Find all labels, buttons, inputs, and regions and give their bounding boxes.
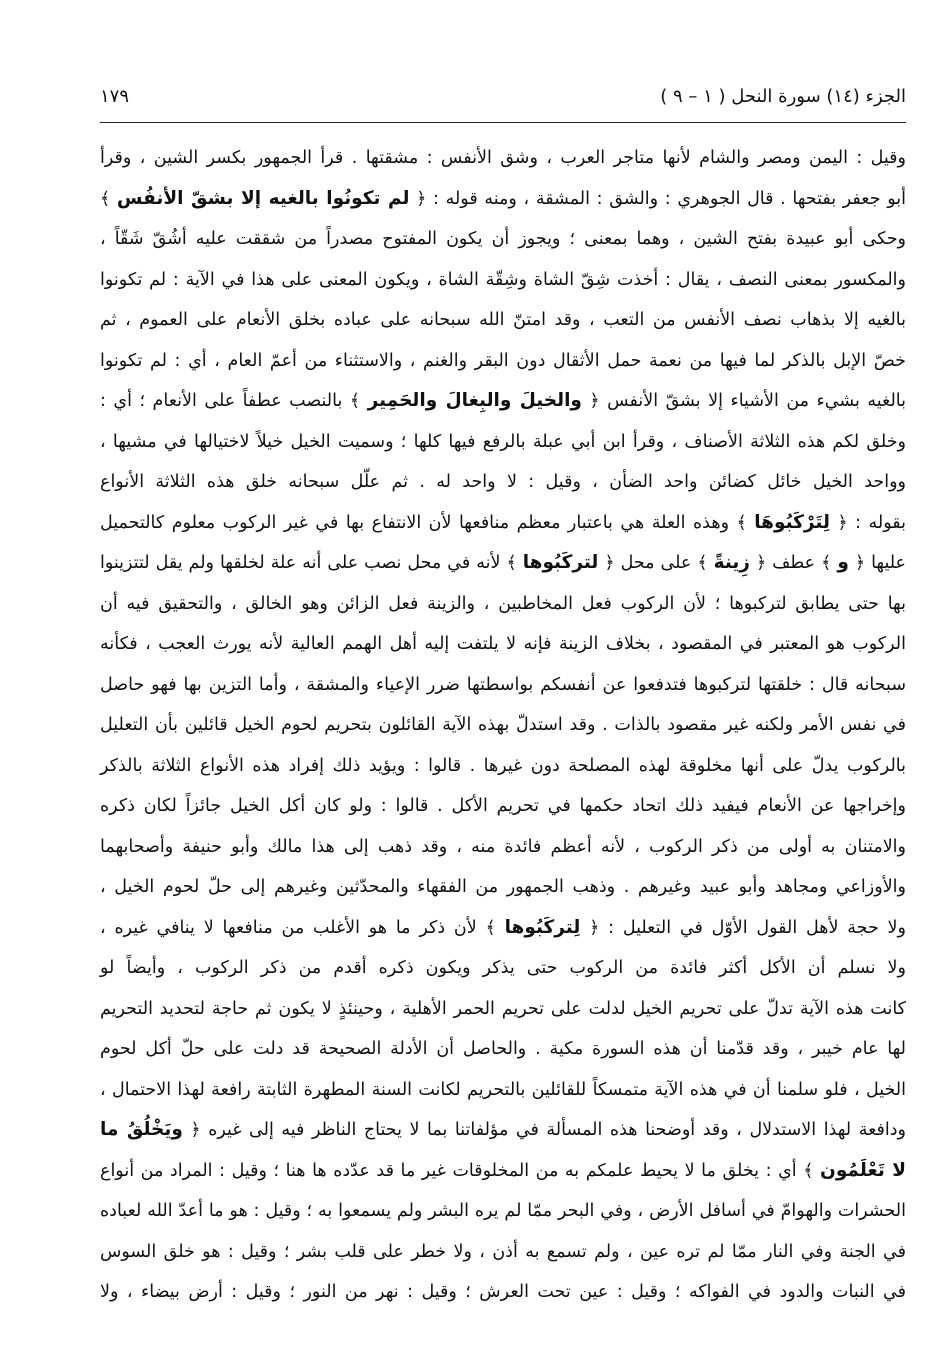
text-line xyxy=(100,707,906,748)
text-segment: بقوله : ﴿ xyxy=(829,512,906,533)
text-line xyxy=(100,586,906,627)
text-segment: بالركوب يدلّ على أنها مخلوقة لهذه المصلحة دون غيرها . قالوا : ويؤيد ذلك إفراد هذه الأنواع الثلاثة بالذكر xyxy=(100,755,906,776)
text-line xyxy=(100,262,906,303)
text-line xyxy=(100,788,906,829)
text-line xyxy=(100,991,906,1032)
text-segment: ودافعة لهذا الاستدلال ، وقد أوضحنا هذه المسألة في مؤلفاتنا بما لا يحتاج الناظر فيه إلى غيره ﴿ xyxy=(182,1120,906,1140)
quran-quote: والخيلَ والبِغالَ والحَمِير xyxy=(367,390,582,411)
text-segment: عليها ﴿ xyxy=(848,553,906,573)
text-line xyxy=(100,1274,906,1315)
text-line xyxy=(100,424,906,465)
text-segment: الركوب هو المعتبر في المقصود ، بخلاف الزينة فإنه لا يلتفت إليه أهل الهمم العالية لأنه يورث العجب ، فكأنه xyxy=(100,634,906,654)
text-line xyxy=(100,302,906,343)
text-line xyxy=(100,869,906,910)
quran-quote: لِتركَبُوها xyxy=(504,916,581,938)
text-segment: وواحد الخيل خائل كضائن واحد الضأن ، وقيل : لا واحد له . ثم علّل سبحانه خلق هذه الثلاثة الأنواع xyxy=(100,472,906,492)
text-segment: والامتنان به أولى من ذكر الركوب ، لأنه أعظم فائدة منه ، وقد ذهب إلى هذا مالك وأبو حنيفة وأصحابهما xyxy=(100,836,906,857)
text-line xyxy=(100,829,906,870)
quran-quote: ويَخْلُقُ ما xyxy=(100,1119,183,1140)
text-segment: ولا حجة لأهل القول الأوّل في التعليل : ﴿ xyxy=(580,917,906,938)
quran-quote: و xyxy=(837,552,849,573)
body-text xyxy=(100,140,906,1315)
text-line xyxy=(100,383,906,424)
text-line xyxy=(100,667,906,708)
text-line xyxy=(100,748,906,789)
text-segment: ﴾ بالنصب عطفاً على الأنعام ؛ أي : xyxy=(100,391,368,411)
text-segment: كانت هذه الآية تدلّ على تحريم الخيل لدلت على تحريم الحمر الأهلية ، وحينئذٍ لا يكون ثم حاجة لتحديد التحريم xyxy=(100,998,906,1019)
text-segment: ﴾ عطف ﴿ xyxy=(749,553,838,573)
text-segment: سبحانه قال : خلقتها لتركبوها فتدفعوا عن أنفسكم بواسطتها ضرر الإعياء والمشقة ، وأما التزين بها فهو حاصل xyxy=(100,674,906,695)
text-line xyxy=(100,1153,906,1194)
text-segment: ﴾ لأن ذكر ما هو الأغلب من منافعها لا ينافي غيره ، xyxy=(100,917,505,938)
text-segment: ﴾ xyxy=(100,188,117,209)
text-segment: في نفس الأمر ولكنه غير مقصود بالذات . وقد استدلّ بهذه الآية القائلون بتحريم لحوم الخيل قائلين بأن التعليل xyxy=(100,715,906,735)
text-segment: ﴾ وهذه العلة هي باعتبار معظم منافعها لأن الانتفاع بها في غير الركوب معلوم كالتحميل xyxy=(100,512,755,533)
text-segment: في النبات والدود في الفواكه ؛ وقيل : عين تحت العرش ؛ وقيل : نهر من النور ؛ وقيل : أرض بيضاء ، ولا xyxy=(100,1282,906,1302)
text-segment: أبو جعفر بفتحها . قال الجوهري : والشق : المشقة ، ومنه قوله : ﴿ xyxy=(409,188,906,209)
text-segment: الخيل ، فلو سلمنا أن في هذه الآية متمسكاً للقائلين بالتحريم لكانت السنة المطهرة الثابتة رافعة لهذا الاحتمال ، xyxy=(100,1079,906,1100)
text-line xyxy=(100,181,906,222)
text-segment: ﴾ على محل ﴿ xyxy=(598,553,714,573)
text-segment: وخلق لكم هذه الثلاثة الأصناف ، وقرأ ابن أبي عبلة بالرفع فيها كلها ؛ وسميت الخيل خيلاً لاختيالها في مشيها ، xyxy=(100,431,906,452)
text-line xyxy=(100,1072,906,1113)
text-line xyxy=(100,545,906,586)
text-line xyxy=(100,505,906,546)
text-segment: الحشرات والهوامّ في أسافل الأرض ، وفي البحر ممّا لم يره البشر ولم يسمعوا به ؛ وقيل : هو ما أعدّ الله لعباده xyxy=(100,1201,906,1221)
text-segment: بها حتى يطابق لتركبوها ؛ لأن الركوب فعل المخاطبين ، والزينة فعل الزائن وهو الخالق ، والتحقيق فيه أن xyxy=(100,593,906,614)
text-line xyxy=(100,140,906,181)
text-segment: خصّ الإبل بالذكر لما فيها من نعمة حمل الأثقال دون البقر والغنم ، والاستثناء من أعمّ العام ، أي : لم تكونوا xyxy=(100,350,906,371)
quran-quote: زِينةً xyxy=(713,552,750,573)
text-line xyxy=(100,1031,906,1072)
running-header xyxy=(100,86,906,116)
text-segment: وحكى أبو عبيدة بفتح الشين ، وهما بمعنى ؛ ويجوز أن يكون المفتوح مصدراً من شققت عليه أشُقّ شَقّاً ، xyxy=(100,229,906,249)
quran-quote: لا تَعْلَمُون xyxy=(820,1159,907,1181)
quran-quote: لتركَبُوها xyxy=(522,552,599,573)
page-number: ١٧٩ xyxy=(100,86,130,107)
text-line xyxy=(100,950,906,991)
text-line xyxy=(100,343,906,384)
text-segment: لها عام خيبر ، وقد قدّمنا أن هذه السورة مكية . والحاصل أن الأدلة الصحيحة قد دلت على حلّ أكل لحوم xyxy=(100,1039,906,1059)
text-segment: في الجنة وفي النار ممّا لم تره عين ، ولم تسمع به أذن ، ولا خطر على قلب بشر ؛ وقيل : هو خلق السوس xyxy=(100,1241,906,1262)
quran-quote: لم تكونُوا بالغيه إلا بشقّ الأنفُس xyxy=(116,187,410,209)
text-segment: بالغيه بشيء من الأشياء إلا بشقّ الأنفس ﴿ xyxy=(581,391,906,411)
text-line xyxy=(100,1193,906,1234)
text-line xyxy=(100,221,906,262)
text-line xyxy=(100,910,906,951)
quran-quote: لِتَرْكَبُوهَا xyxy=(754,511,830,533)
text-segment: وإخراجها عن الأنعام فيفيد ذلك اتحاد حكمها في تحريم الأكل . قالوا : ولو كان أكل الخيل جائزاً لكان ذكره xyxy=(100,796,906,816)
text-segment: وقيل : اليمن ومصر والشام لأنها متاجر العرب ، وشق الأنفس : مشقتها . قرأ الجمهور بكسر الشين ، وقرأ xyxy=(100,148,906,168)
text-line xyxy=(100,626,906,667)
text-segment: والأوزاعي ومجاهد وأبو عبيد وغيرهم . وذهب الجمهور من الفقهاء والمحدّثين وغيرهم إلى حلّ لحوم الخيل ، xyxy=(100,877,906,897)
text-segment: ولا نسلم أن الأكل أكثر فائدة من الركوب حتى يذكر ويكون ذكره أقدم من ذكر الركوب ، وأيضاً لو xyxy=(100,958,906,978)
header-divider xyxy=(100,122,906,123)
text-line xyxy=(100,464,906,505)
text-line xyxy=(100,1112,906,1153)
text-segment: والمكسور بمعنى النصف ، يقال : أخذت شِقّ الشاة وشِقّة الشاة ، ويكون المعنى على هذا في الآية : لم تكونوا xyxy=(100,269,906,290)
text-segment: ﴾ أي : يخلق ما لا يحيط علمكم به من المخلوقات غير ما قد عدّده ها هنا ؛ وقيل : المراد من أنواع xyxy=(100,1160,821,1181)
text-segment: ﴾ لأنه في محل نصب على أنه علة لخلقها ولم يقل لتتزينوا xyxy=(100,553,523,573)
text-segment: بالغيه إلا بذهاب نصف الأنفس من التعب ، وقد امتنّ الله سبحانه على عباده بخلق الأنعام على العموم ، ثم xyxy=(100,310,906,330)
running-header-title: الجزء (١٤) سورة النحل ( ١ – ٩ ) xyxy=(660,86,906,107)
text-line xyxy=(100,1234,906,1275)
